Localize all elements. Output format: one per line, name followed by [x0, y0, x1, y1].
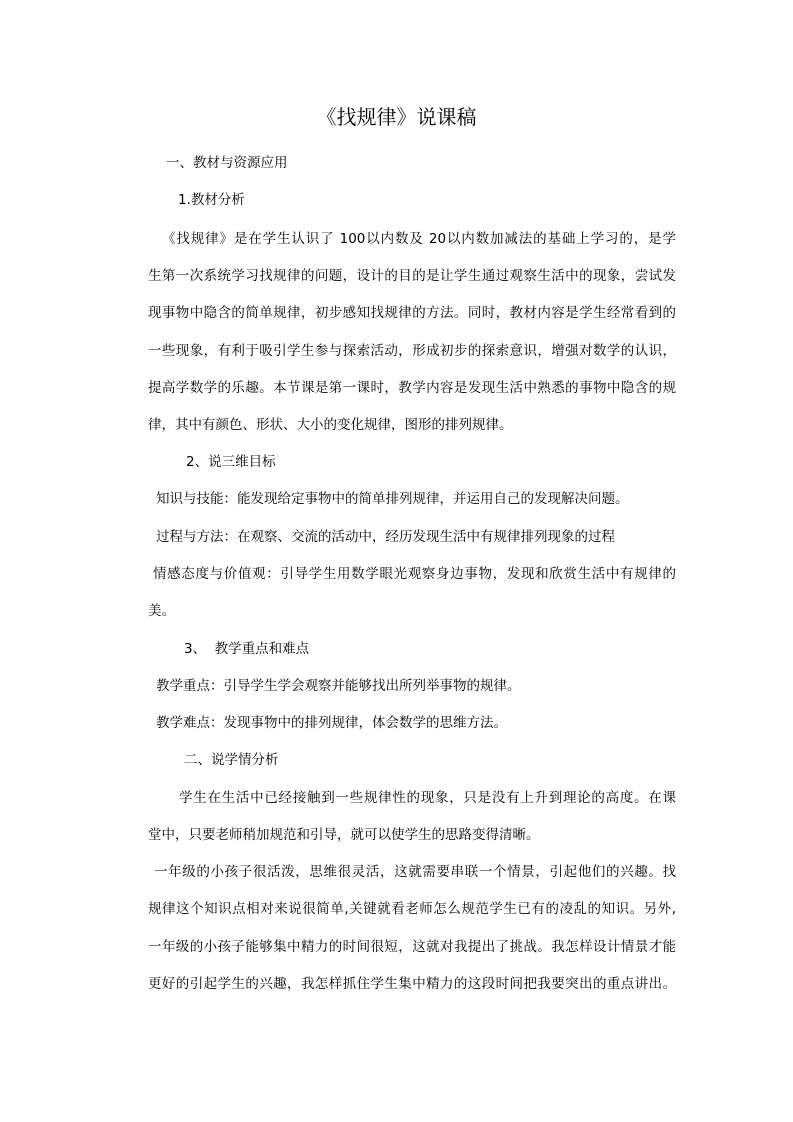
paragraph-line: 现事物中隐含的简单规律，初步感知找规律的方法。同时，教材内容是学生经常看到的 [148, 305, 676, 321]
section-heading-2: 二、说学情分析 [184, 752, 279, 768]
paragraph-line: 提高学数学的乐趣。本节课是第一课时，教学内容是发现生活中熟悉的事物中隐含的规 [148, 380, 676, 396]
paragraph-line: 堂中，只要老师稍加规范和引导，就可以使学生的思路变得清晰。 [148, 827, 540, 843]
teaching-difficulty: 教学难点：发现事物中的排列规律，体会数学的思维方法。 [156, 715, 507, 731]
objective-emotion: 情感态度与价值观：引导学生用数学眼光观察身边事物，发现和欣赏生活中有规律的 [153, 566, 676, 582]
paragraph-line: 一年级的小孩子很活泼，思维很灵活，这就需要串联一个情景，引起他们的兴趣。找 [154, 864, 676, 880]
paragraph-line: 律，其中有颜色、形状、大小的变化规律，图形的排列规律。 [148, 417, 513, 433]
objective-process: 过程与方法：在观察、交流的活动中，经历发现生活中有规律排列现象的过程 [156, 529, 615, 545]
paragraph-line: 一年级的小孩子能够集中精力的时间很短，这就对我提出了挑战。我怎样设计情景才能 [148, 939, 676, 955]
teaching-key-point: 教学重点：引导学生学会观察并能够找出所列举事物的规律。 [156, 678, 521, 694]
section-heading-1: 一、教材与资源应用 [166, 155, 288, 171]
paragraph-line: 更好的引起学生的兴趣，我怎样抓住学生集中精力的这段时间把我要突出的重点讲出。 [148, 976, 676, 992]
paragraph-line: 一些现象，有利于吸引学生参与探索活动，形成初步的探索意识，增强对数学的认识， [148, 343, 676, 359]
paragraph-line: 学生在生活中已经接触到一些规律性的现象，只是没有上升到理论的高度。在课 [179, 790, 676, 806]
objective-knowledge: 知识与技能：能发现给定事物中的简单排列规律，并运用自己的发现解决问题。 [156, 491, 629, 507]
subsection-heading-1-3: 3、 教学重点和难点 [184, 641, 310, 657]
paragraph-line: 《找规律》是在学生认识了 100以内数及 20以内数加减法的基础上学习的，是学 [162, 231, 676, 247]
paragraph-line: 美。 [148, 603, 175, 619]
paragraph-line: 生第一次系统学习找规律的问题，设计的目的是让学生通过观察生活中的现象，尝试发 [148, 268, 676, 284]
subsection-heading-1-1: 1.教材分析 [178, 192, 245, 208]
subsection-heading-1-2: 2、说三维目标 [186, 454, 276, 470]
paragraph-line: 规律这个知识点相对来说很简单,关键就看老师怎么规范学生已有的凌乱的知识。另外, [148, 901, 676, 917]
document-title: 《找规律》说课稿 [316, 105, 477, 129]
